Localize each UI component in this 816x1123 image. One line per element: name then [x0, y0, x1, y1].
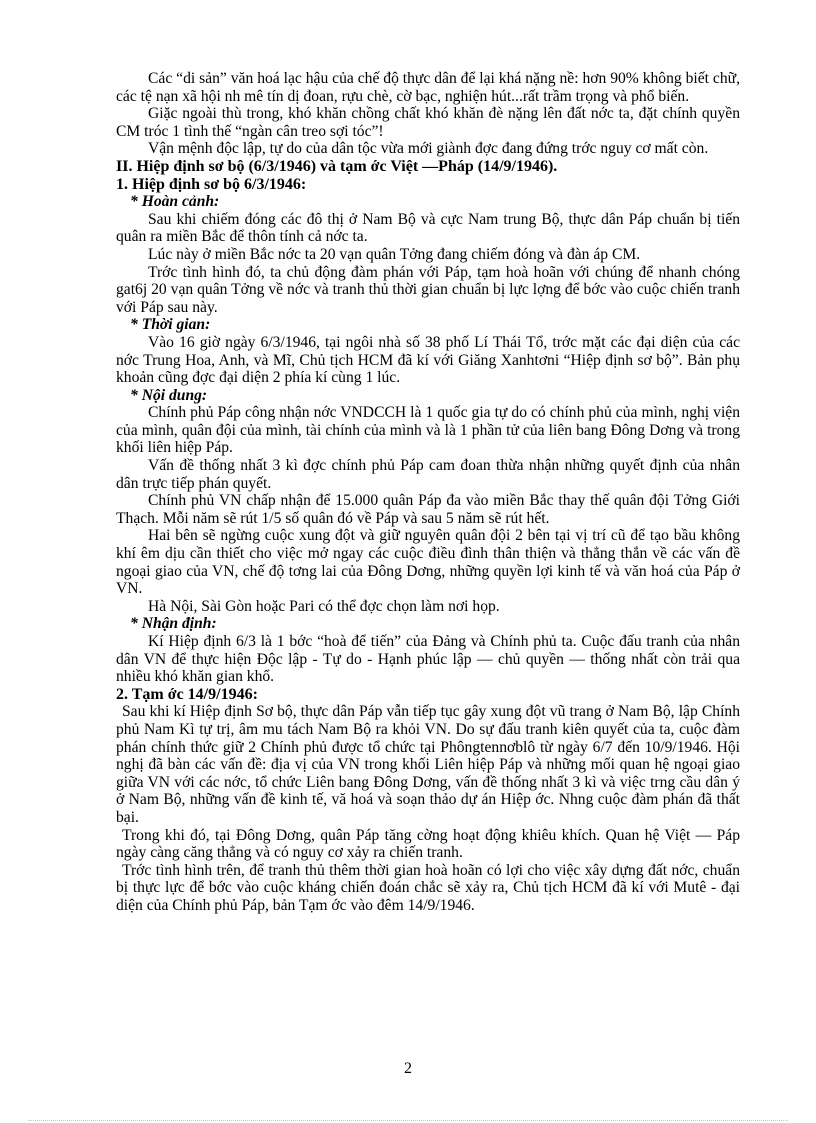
paragraph: Các “di sản” văn hoá lạc hậu của chế độ thực dân để lại khá nặng nề: hơn 90% không biết chữ, các tệ nạn xã hội nh mê tín dị đoan, rựu chè, cờ bạc, nghiện hút...rất trầm trọng và phổ biến. [116, 70, 740, 105]
paragraph: Lúc này ở miền Bắc nớc ta 20 vạn quân Tởng đang chiếm đóng và đàn áp CM. [148, 245, 641, 263]
paragraph: Chính phủ Páp công nhận nớc VNDCCH là 1 quốc gia tự do có chính phủ của mình, nghị viện của mình, quân đội của mình, tài chính của mình và là 1 phần tử của liên bang Đông Dơng và trong khối liên hiệp Páp. [116, 404, 740, 457]
paragraph: Vận mệnh độc lập, tự do của dân tộc vừa mới giành đợc đang đứng trớc nguy cơ mất còn. [148, 140, 709, 158]
paragraph: Kí Hiệp định 6/3 là 1 bớc “hoà để tiến” của Đảng và Chính phủ ta. Cuộc đấu tranh của nhân dân VN để thực hiện Độc lập - Tự do - Hạnh phúc lập — chủ quyền — thống nhất còn trải qua nhiều khó khăn gian khổ. [116, 633, 740, 686]
label-thoi-gian: * Thời gian: [130, 316, 211, 334]
page-bottom-rule [28, 1120, 788, 1121]
paragraph: Trong khi đó, tại Đông Dơng, quân Páp tăng cờng hoạt động khiêu khích. Quan hệ Việt — Páp ngày càng căng thẳng và có nguy cơ xảy ra chiến tranh. [116, 826, 740, 862]
document-page [116, 70, 740, 915]
paragraph: Vào 16 giờ ngày 6/3/1946, tại ngôi nhà số 38 phố Lí Thái Tổ, trớc mặt các đại diện của các nớc Trung Hoa, Anh, và Mĩ, Chủ tịch HCM đã kí với Giăng Xanhtơni “Hiệp định sơ bộ”. Bản phụ khoản cũng đợc đại diện 2 phía kí cùng 1 lúc. [116, 333, 740, 387]
paragraph: Trớc tình hình đó, ta chủ động đàm phán với Páp, tạm hoà hoãn với chúng để nhanh chóng gat6j 20 vạn quân Tởng về nớc và tranh thủ thời gian chuẩn bị lực lợng để bớc vào cuộc chiến tranh với Páp sau này. [116, 263, 740, 316]
paragraph: Trớc tình hình trên, để tranh thủ thêm thời gian hoà hoãn có lợi cho việc xây dựng đất nớc, chuẩn bị thực lực để bớc vào cuộc kháng chiến đoán chắc sẽ xảy ra, Chủ tịch HCM đã kí với Mutê - đại diện của Chính phủ Páp, bản Tạm ớc vào đêm 14/9/1946. [116, 861, 740, 914]
section-heading: II. Hiệp định sơ bộ (6/3/1946) và tạm ớc Việt —Pháp (14/9/1946). [116, 157, 558, 175]
subsection-heading: 1. Hiệp định sơ bộ 6/3/1946: [116, 175, 307, 193]
paragraph: Sau khi chiếm đóng các đô thị ở Nam Bộ và cực Nam trung Bộ, thực dân Páp chuẩn bị tiến quân ra miền Bắc để thôn tính cả nớc ta. [116, 210, 740, 246]
paragraph: Vấn đề thống nhất 3 kì đợc chính phủ Páp cam đoan thừa nhận những quyết định của nhân dân trực tiếp phán quyết. [116, 457, 740, 492]
subsection-heading: 2. Tạm ớc 14/9/1946: [116, 685, 258, 703]
page-number: 2 [404, 1060, 412, 1077]
paragraph: Giặc ngoài thù trong, khó khăn chồng chất khó khăn đè nặng lên đất nớc ta, đặt chính quyền CM tróc 1 tình thế “ngàn cân treo sợi tóc”! [116, 105, 740, 140]
label-hoan-canh: * Hoàn cảnh: [130, 193, 220, 211]
paragraph: Hai bên sẽ ngừng cuộc xung đột và giữ nguyên quân đội 2 bên tại vị trí cũ để tạo bầu không khí êm dịu cần thiết cho việc mở ngay các cuộc điều đình thân thiện và thẳng thắn về các vấn đề ngoại giao của VN, chế độ tơng lai của Đông Dơng, những quyền lợi kinh tế và văn hoá của Páp ở VN. [116, 527, 740, 598]
paragraph: Chính phủ VN chấp nhận để 15.000 quân Páp đa vào miền Bắc thay thế quân đội Tởng Giới Thạch. Mỗi năm sẽ rút 1/5 số quân đó về Páp và sau 5 năm sẽ rút hết. [116, 492, 740, 527]
label-nhan-dinh: * Nhận định: [130, 615, 217, 633]
paragraph: Sau khi kí Hiệp định Sơ bộ, thực dân Páp vẫn tiếp tục gây xung đột vũ trang ở Nam Bộ, lập Chính phủ Nam Kì tự trị, âm mu tách Nam Bộ ra khỏi VN. Do sự đấu tranh kiên quyết của ta, cuộc đàm phán chính thức giữ 2 Chính phủ được tổ chức tại Phôngtennơblô từ ngày 6/7 đến 10/9/1946. Hội nghị đã bàn các vấn đề: địa vị của VN trong khối Liên hiệp Páp và những mối quan hệ ngoại giao giữa VN với các nớc, tổ chức Liên bang Đông Dơng, vấn đề thống nhất 3 kì và việc trng cầu dân ý ở Nam Bộ, những vấn đề kinh tế, vă hoá và soạn thảo dự án Hiệp ớc. Nhng cuộc đàm phán đã thất bại. [116, 703, 740, 826]
label-noi-dung: * Nội dung: [130, 386, 208, 404]
paragraph: Hà Nội, Sài Gòn hoặc Pari có thể đợc chọn làm nơi họp. [148, 597, 500, 615]
